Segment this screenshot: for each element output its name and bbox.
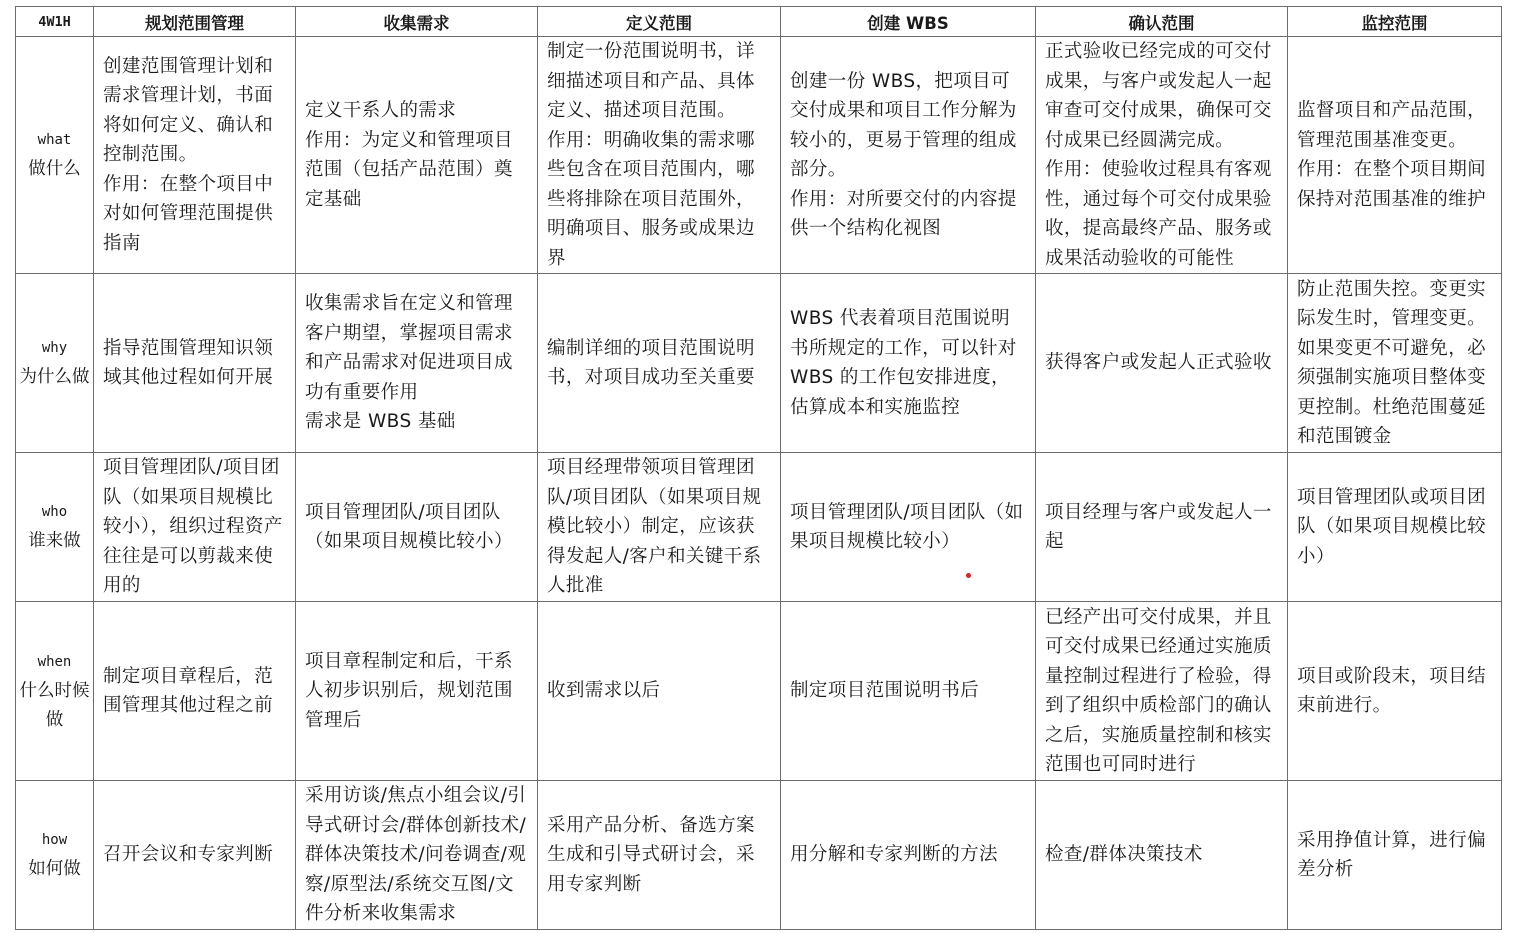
- row-label-en: when: [37, 653, 72, 670]
- header-define-scope: 定义范围: [538, 7, 781, 37]
- row-label-what: [16, 37, 94, 274]
- header-create-wbs: 创建 WBS: [781, 7, 1036, 37]
- row-label-en: how: [41, 832, 68, 848]
- table-cell: 定义干系人的需求 作用：为定义和管理项目范围（包括产品范围）奠定基础: [296, 37, 538, 274]
- table-cell: 项目管理团队/项目团队（如果项目规模比较小）: [296, 453, 538, 602]
- table-cell: 采用挣值计算，进行偏差分析: [1288, 781, 1502, 930]
- row-label-who: [16, 453, 94, 602]
- table-row-why: [16, 274, 1502, 453]
- table-cell: 召开会议和专家判断: [94, 781, 296, 930]
- table-cell: 获得客户或发起人正式验收: [1036, 274, 1288, 453]
- row-label-why: [16, 274, 94, 453]
- table-row-what: [16, 37, 1502, 274]
- table-cell: 已经产出可交付成果，并且可交付成果已经通过实施质量控制过程进行了检验，得到了组织中质检部门的确认之后，实施质量控制和核实范围也可同时进行: [1036, 602, 1288, 781]
- header-4w1h: 4W1H: [16, 7, 94, 37]
- header-row: [16, 7, 1502, 37]
- row-label-zh: 为什么做: [19, 367, 90, 387]
- table-cell: 项目管理团队或项目团队（如果项目规模比较小）: [1288, 453, 1502, 602]
- table-cell: 检查/群体决策技术: [1036, 781, 1288, 930]
- table-cell: 收集需求旨在定义和管理客户期望，掌握项目需求和产品需求对促进项目成功有重要作用 需求是 WBS 基础: [296, 274, 538, 453]
- table-cell: WBS 代表着项目范围说明书所规定的工作，可以针对 WBS 的工作包安排进度，估算成本和实施监控: [781, 274, 1036, 453]
- table-row-when: [16, 602, 1502, 781]
- table-cell: 用分解和专家判断的方法: [781, 781, 1036, 930]
- table-cell: 创建范围管理计划和需求管理计划，书面将如何定义、确认和控制范围。 作用：在整个项目中对如何管理范围提供指南: [94, 37, 296, 274]
- row-label-en: what: [37, 132, 72, 148]
- header-collect-requirements: 收集需求: [296, 7, 538, 37]
- row-label-zh: 谁来做: [28, 531, 81, 551]
- row-label-how: [16, 781, 94, 930]
- table-cell: 监督项目和产品范围，管理范围基准变更。 作用：在整个项目期间保持对范围基准的维护: [1288, 37, 1502, 274]
- watermark-logo: [1350, 40, 1520, 88]
- table-cell: 项目经理带领项目管理团队/项目团队（如果项目规模比较小）制定，应该获得发起人/客户和关键干系人批准: [538, 453, 781, 602]
- table-cell: 编制详细的项目范围说明书，对项目成功至关重要: [538, 274, 781, 453]
- table-cell: 项目或阶段末，项目结束前进行。: [1288, 602, 1502, 781]
- red-dot-marker: [966, 573, 971, 578]
- table-cell: 项目管理团队/项目团队（如果项目规模比较小）: [781, 453, 1036, 602]
- row-label-zh: 做什么: [28, 159, 81, 179]
- header-plan-scope: 规划范围管理: [94, 7, 296, 37]
- row-label-when: [16, 602, 94, 781]
- table-cell: 收到需求以后: [538, 602, 781, 781]
- table-cell: 指导范围管理知识领域其他过程如何开展: [94, 274, 296, 453]
- table-cell: 采用访谈/焦点小组会议/引导式研讨会/群体创新技术/群体决策技术/问卷调查/观察/原型法/系统交互图/文件分析来收集需求: [296, 781, 538, 930]
- header-validate-scope: 确认范围: [1036, 7, 1288, 37]
- 4w1h-scope-management-table: [15, 6, 1502, 930]
- table-row-who: [16, 453, 1502, 602]
- table-cell: 制定项目范围说明书后: [781, 602, 1036, 781]
- table-cell: 项目经理与客户或发起人一起: [1036, 453, 1288, 602]
- table-cell: 创建一份 WBS，把项目可交付成果和项目工作分解为较小的，更易于管理的组成部分。 作用：对所要交付的内容提供一个结构化视图: [781, 37, 1036, 274]
- table-cell: 制定项目章程后，范围管理其他过程之前: [94, 602, 296, 781]
- table-cell: 正式验收已经完成的可交付成果，与客户或发起人一起审查可交付成果，确保可交付成果已经圆满完成。 作用：使验收过程具有客观性，通过每个可交付成果验收，提高最终产品、服务或成果活动验收的可能性: [1036, 37, 1288, 274]
- table-cell: 项目章程制定和后，干系人初步识别后，规划范围管理后: [296, 602, 538, 781]
- table-cell: 项目管理团队/项目团队（如果项目规模比较小），组织过程资产往往是可以剪裁来使用的: [94, 453, 296, 602]
- row-label-en: who: [41, 504, 68, 520]
- row-label-en: why: [41, 340, 68, 356]
- table-row-how: [16, 781, 1502, 930]
- row-label-zh: 如何做: [28, 859, 81, 879]
- header-control-scope: 监控范围: [1288, 7, 1502, 37]
- table-cell: 防止范围失控。变更实际发生时，管理变更。如果变更不可避免，必须强制实施项目整体变更控制。杜绝范围蔓延和范围镀金: [1288, 274, 1502, 453]
- table-cell: 制定一份范围说明书，详细描述项目和产品、具体定义、描述项目范围。 作用：明确收集的需求哪些包含在项目范围内，哪些将排除在项目范围外，明确项目、服务或成果边界: [538, 37, 781, 274]
- row-label-zh: 什么时候做: [19, 680, 90, 730]
- table-cell: 采用产品分析、备选方案生成和引导式研讨会，采用专家判断: [538, 781, 781, 930]
